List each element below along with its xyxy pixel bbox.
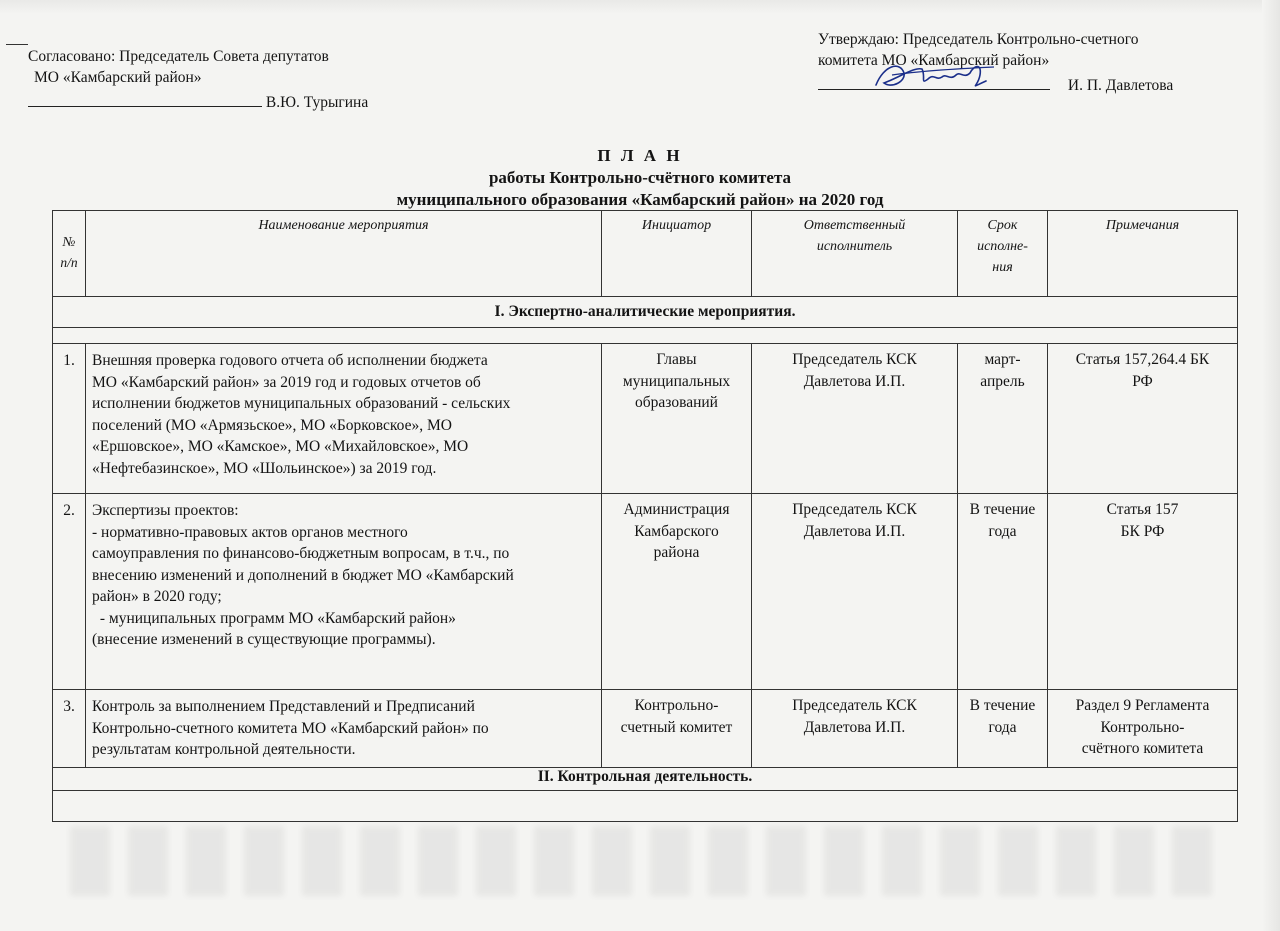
row-notes: Статья 157 БК РФ: [1048, 494, 1238, 690]
row-initiator: Контрольно- счетный комитет: [602, 690, 752, 768]
approval-right-org: комитета МО «Камбарский район»: [818, 52, 1050, 69]
approval-left-title: Согласовано: Председатель Совета депутатов: [28, 48, 329, 65]
approval-left-block: [28, 46, 368, 113]
row-number: 3.: [53, 690, 86, 768]
section-row: [53, 768, 1238, 791]
approval-left-signer: В.Ю. Турыгина: [265, 94, 369, 111]
row-event-name: Внешняя проверка годового отчета об исполнении бюджета МО «Камбарский район» за 2019 год и годовых отчетов об исполнении бюджетов муниципальных образований - сельских поселений (МО «Армязьское», МО «Борковское», МО «Ершовское», МО «Камское», МО «Михайловское», МО «Нефтебазинское», МО «Шольинское») за 2019 год.: [86, 344, 602, 494]
row-responsible: Председатель КСК Давлетова И.П.: [752, 690, 958, 768]
row-event-name: Контроль за выполнением Представлений и Предписаний Контрольно-счетного комитета МО «Камбарский район» по результатам контрольной деятельности.: [86, 690, 602, 768]
table-row: [53, 344, 1238, 494]
row-responsible: Председатель КСК Давлетова И.П.: [752, 494, 958, 690]
header-notes: Примечания: [1048, 211, 1238, 297]
spacer-row: [53, 328, 1238, 344]
table-row: [53, 690, 1238, 768]
header-initiator: Инициатор: [602, 211, 752, 297]
row-number: 2.: [53, 494, 86, 690]
row-responsible: Председатель КСК Давлетова И.П.: [752, 344, 958, 494]
header-event-name: Наименование мероприятия: [86, 211, 602, 297]
approval-right-title: Утверждаю: Председатель Контрольно-счетного: [818, 31, 1139, 48]
document-subtitle-1: работы Контрольно-счётного комитета: [488, 168, 792, 187]
section-title: II. Контрольная деятельность.: [53, 768, 1238, 791]
table-row: [53, 494, 1238, 690]
approval-left-org: МО «Камбарский район»: [34, 69, 202, 86]
plan-table: [52, 210, 1238, 791]
row-initiator: Администрация Камбарского района: [602, 494, 752, 690]
row-term: В течение года: [958, 494, 1048, 690]
row-term: март- апрель: [958, 344, 1048, 494]
header-number: № п/п: [53, 211, 86, 297]
bleed-through-shadow: [70, 826, 1230, 896]
table-header-row: [53, 211, 1238, 297]
section-row: [53, 297, 1238, 328]
header-responsible: Ответственный исполнитель: [752, 211, 958, 297]
page-edge: [0, 0, 1280, 14]
section-title: I. Экспертно-аналитические мероприятия.: [53, 297, 1238, 328]
row-notes: Раздел 9 Регламента Контрольно- счётного комитета: [1048, 690, 1238, 768]
row-notes: Статья 157,264.4 БК РФ: [1048, 344, 1238, 494]
document-subtitle-2: муниципального образования «Камбарский район» на 2020 год: [396, 190, 884, 209]
page-edge-shadow: [1262, 0, 1280, 931]
margin-dash: [6, 44, 28, 45]
document-title: П Л А Н: [597, 146, 683, 165]
row-term: В течение года: [958, 690, 1048, 768]
row-event-name: Экспертизы проектов: - нормативно-правовых актов органов местного самоуправления по финансово-бюджетным вопросам, в т.ч., по внесению изменений и дополнений в бюджет МО «Камбарский район» в 2020 году; - муниципальных программ МО «Камбарский район» (внесение изменений в существующие программы).: [86, 494, 602, 690]
approval-right-signer: И. П. Давлетова: [1067, 77, 1174, 94]
row-initiator: Главы муниципальных образований: [602, 344, 752, 494]
header-term: Срок исполне- ния: [958, 211, 1048, 297]
approval-right-block: [818, 29, 1173, 96]
row-number: 1.: [53, 344, 86, 494]
signature-line-left: [28, 90, 262, 107]
signature-line-right: [818, 73, 1050, 90]
